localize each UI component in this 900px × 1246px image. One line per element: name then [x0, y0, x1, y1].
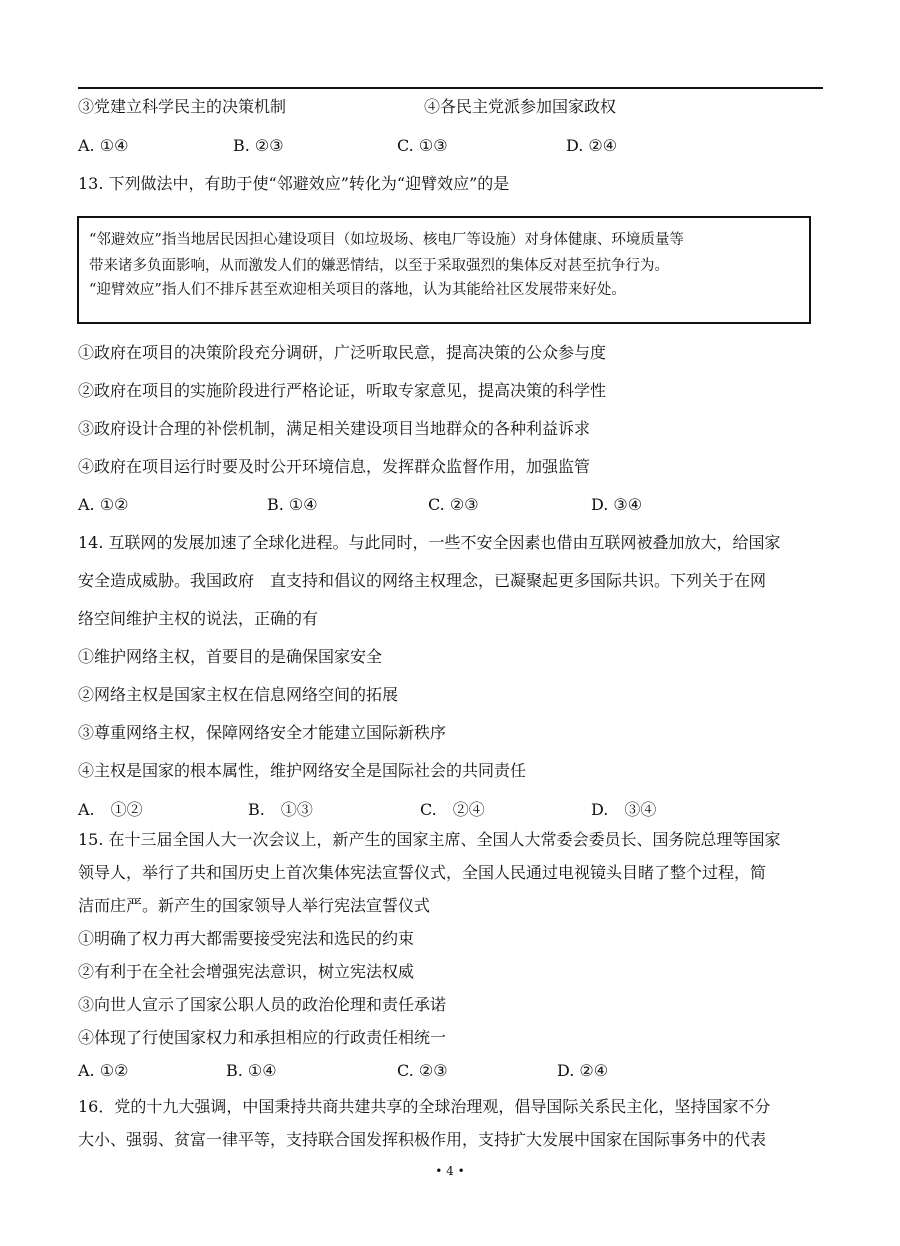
q13-item-2: ②政府在项目的实施阶段进行严格论证，听取专家意见，提高决策的科学性	[78, 381, 607, 400]
q15-item-3: ③向世人宣示了国家公职人员的政治伦理和责任承诺	[78, 995, 447, 1014]
q15-answer-d: D. ②④	[557, 1061, 609, 1080]
q13-answer-b: B. ①④	[267, 495, 318, 514]
q15-item-4: ④体现了行使国家权力和承担相应的行政责任相统一	[78, 1028, 447, 1047]
q13-answer-c: C. ②③	[428, 495, 479, 514]
q15-answer-b: B. ①④	[226, 1061, 277, 1080]
q12-item-4: ④各民主党派参加国家政权	[424, 97, 617, 116]
q16-stem-line: 大小、强弱、贫富一律平等，支持联合国发挥积极作用，支持扩大发展中国家在国际事务中的代表	[78, 1130, 767, 1149]
q13-stem: 13. 下列做法中，有助于使“邻避效应”转化为“迎臂效应”的是	[78, 174, 510, 193]
q14-answer-b: B. ①③	[248, 800, 313, 819]
q12-answer-a: A. ①④	[78, 136, 129, 155]
q14-answer-d: D. ③④	[591, 800, 657, 819]
q13-item-1: ①政府在项目的决策阶段充分调研，广泛听取民意，提高决策的公众参与度	[78, 343, 607, 362]
q14-item-4: ④主权是国家的根本属性，维护网络安全是国际社会的共同责任	[78, 761, 527, 780]
q13-box-line: “邻避效应”指当地居民因担心建设项目（如垃圾场、核电厂等设施）对身体健康、环境质量等	[89, 232, 684, 248]
q14-answer-c: C. ②④	[420, 800, 485, 819]
q13-item-4: ④政府在项目运行时要及时公开环境信息，发挥群众监督作用，加强监管	[78, 457, 591, 476]
q15-item-1: ①明确了权力再大都需要接受宪法和选民的约束	[78, 929, 415, 948]
page-number: • 4 •	[435, 1164, 465, 1178]
q14-stem-line: 14. 互联网的发展加速了全球化进程。与此同时，一些不安全因素也借由互联网被叠加放大，给国家	[78, 533, 781, 552]
q14-answer-a: A. ①②	[78, 800, 143, 819]
q13-answer-a: A. ①②	[78, 495, 129, 514]
q15-stem-line: 15. 在十三届全国人大一次会议上，新产生的国家主席、全国人大常委会委员长、国务院总理等国家	[78, 830, 781, 849]
q13-answer-d: D. ③④	[591, 495, 643, 514]
q15-stem-line: 洁而庄严。新产生的国家领导人举行宪法宣誓仪式	[78, 896, 431, 915]
q14-item-1: ①维护网络主权，首要目的是确保国家安全	[78, 647, 383, 666]
q14-item-2: ②网络主权是国家主权在信息网络空间的拓展	[78, 685, 399, 704]
q12-item-3: ③党建立科学民主的决策机制	[78, 97, 287, 116]
q14-stem-line: 络空间维护主权的说法，正确的有	[78, 609, 319, 628]
q13-box-line: 带来诸多负面影响，从而激发人们的嫌恶情结，以至于采取强烈的集体反对甚至抗争行为。	[89, 258, 669, 274]
q14-item-3: ③尊重网络主权，保障网络安全才能建立国际新秩序	[78, 723, 447, 742]
q13-box-line: “迎臂效应”指人们不排斥甚至欢迎相关项目的落地，认为其能给社区发展带来好处。	[89, 282, 626, 298]
header-rule	[78, 87, 823, 89]
q13-item-3: ③政府设计合理的补偿机制，满足相关建设项目当地群众的各种利益诉求	[78, 419, 591, 438]
q16-stem-line: 16．党的十九大强调，中国秉持共商共建共享的全球治理观，倡导国际关系民主化，坚持国家不分	[78, 1097, 771, 1116]
q15-answer-c: C. ②③	[397, 1061, 448, 1080]
q14-stem-line: 安全造成威胁。我国政府 直支持和倡议的网络主权理念，已凝聚起更多国际共识。下列关于在网	[78, 571, 767, 590]
q15-answer-a: A. ①②	[78, 1061, 129, 1080]
q15-stem-line: 领导人，举行了共和国历史上首次集体宪法宣誓仪式，全国人民通过电视镜头目睹了整个过程，简	[78, 863, 767, 882]
q12-answer-c: C. ①③	[397, 136, 448, 155]
q12-answer-b: B. ②③	[233, 136, 284, 155]
q15-item-2: ②有利于在全社会增强宪法意识，树立宪法权威	[78, 962, 415, 981]
q12-answer-d: D. ②④	[566, 136, 618, 155]
q13-material-box	[77, 216, 811, 324]
